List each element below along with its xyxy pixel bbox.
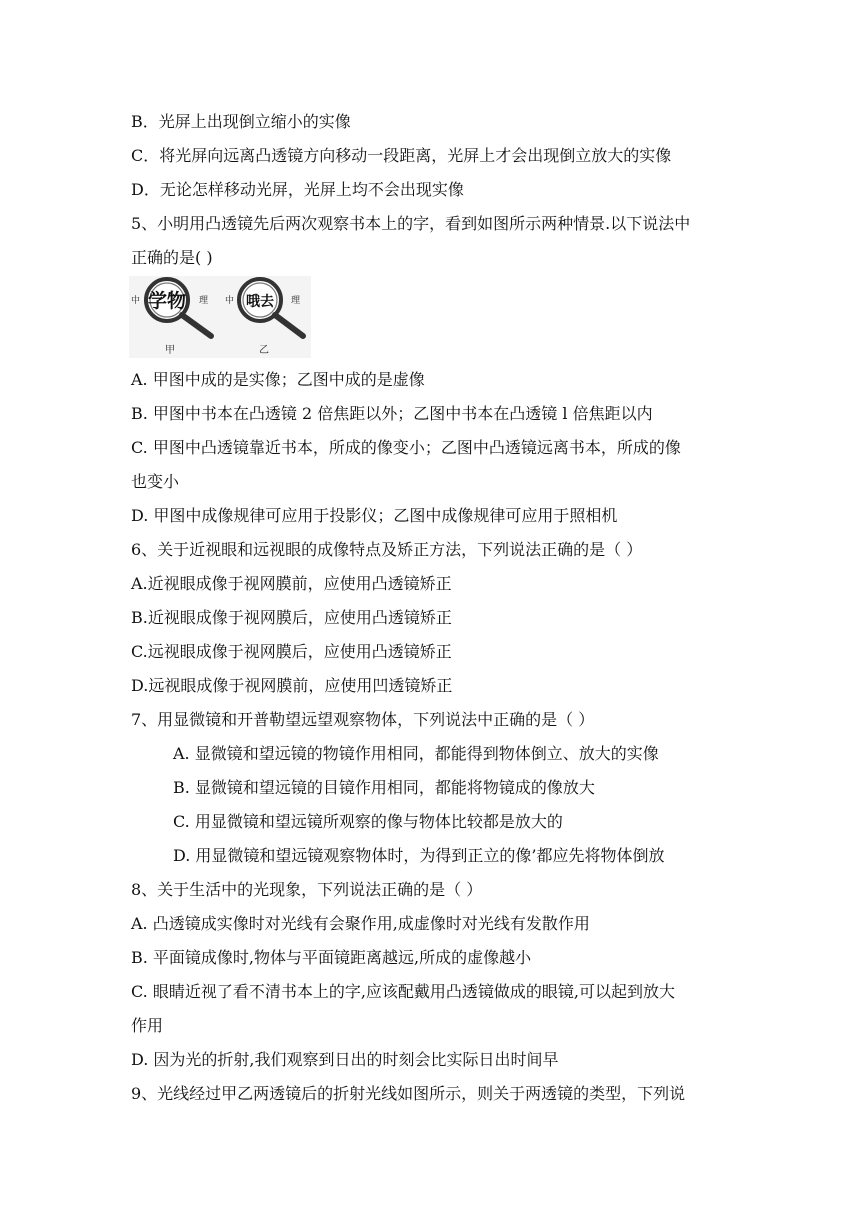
q8-option-c-cont: 作用 xyxy=(131,1016,164,1035)
q6-stem: 6、关于近视眼和远视眼的成像特点及矫正方法，下列说法正确的是（ ） xyxy=(131,540,643,559)
q6-option-d: D.远视眼成像于视网膜前，应使用凹透镜矫正 xyxy=(131,676,453,695)
q7-option-b: B. 显微镜和望远镜的目镜作用相同，都能将物镜成的像放大 xyxy=(173,778,595,797)
q7-stem: 7、用显微镜和开普勒望远望观察物体，下列说法中正确的是（ ） xyxy=(131,710,595,729)
q5-stem-cont: 正确的是( ) xyxy=(131,248,213,267)
q5-option-c: C. 甲图中凸透镜靠近书本，所成的像变小；乙图中凸透镜远离书本，所成的像 xyxy=(131,438,681,457)
svg-text:甲: 甲 xyxy=(165,345,175,356)
q7-option-a: A. 显微镜和望远镜的物镜作用相同，都能得到物体倒立、放大的实像 xyxy=(173,744,659,763)
svg-text:乙: 乙 xyxy=(259,345,269,356)
q5-stem: 5、小明用凸透镜先后两次观察书本上的字，看到如图所示两种情景.以下说法中 xyxy=(131,214,691,233)
q4-option-d: D．无论怎样移动光屏，光屏上均不会出现实像 xyxy=(131,180,464,199)
q7-option-d: D. 用显微镜和望远镜观察物体时，为得到正立的像’都应先将物体倒放 xyxy=(173,846,665,865)
q8-option-a: A. 凸透镜成实像时对光线有会聚作用,成虚像时对光线有发散作用 xyxy=(131,914,590,933)
q5-option-a: A. 甲图中成的是实像；乙图中成的是虚像 xyxy=(131,370,425,389)
q7-option-c: C. 用显微镜和望远镜所观察的像与物体比较都是放大的 xyxy=(173,812,563,831)
q6-option-a: A.近视眼成像于视网膜前，应使用凸透镜矫正 xyxy=(131,574,452,593)
q8-option-b: B. 平面镜成像时,物体与平面镜距离越远,所成的虚像越小 xyxy=(131,948,532,967)
svg-text:中: 中 xyxy=(225,296,235,306)
q4-option-c: C．将光屏向远离凸透镜方向移动一段距离，光屏上才会出现倒立放大的实像 xyxy=(131,146,672,165)
q8-option-c: C. 眼睛近视了看不清书本上的字,应该配戴用凸透镜做成的眼镜,可以起到放大 xyxy=(131,982,676,1001)
q6-option-b: B.近视眼成像于视网膜后，应使用凸透镜矫正 xyxy=(131,608,452,627)
q6-option-c: C.远视眼成像于视网膜后，应使用凸透镜矫正 xyxy=(131,642,452,661)
q5-option-b: B. 甲图中书本在凸透镜 2 倍焦距以外；乙图中书本在凸透镜 l 倍焦距以内 xyxy=(131,404,653,423)
q9-stem: 9、光线经过甲乙两透镜后的折射光线如图所示，则关于两透镜的类型，下列说 xyxy=(131,1084,686,1103)
q8-option-d: D. 因为光的折射,我们观察到日出的时刻会比实际日出时间早 xyxy=(131,1050,559,1069)
svg-text:哦去: 哦去 xyxy=(246,294,274,310)
q8-stem: 8、关于生活中的光现象，下列说法正确的是（ ） xyxy=(131,880,483,899)
svg-text:学物: 学物 xyxy=(147,290,187,312)
q5-option-d: D. 甲图中成像规律可应用于投影仪；乙图中成像规律可应用于照相机 xyxy=(131,506,618,525)
svg-text:理: 理 xyxy=(291,296,301,306)
q4-option-b: B．光屏上出现倒立缩小的实像 xyxy=(131,112,351,131)
svg-text:理: 理 xyxy=(199,296,209,306)
magnifier-figure xyxy=(129,276,311,358)
svg-text:中: 中 xyxy=(131,296,141,306)
q5-option-c-cont: 也变小 xyxy=(131,472,180,491)
